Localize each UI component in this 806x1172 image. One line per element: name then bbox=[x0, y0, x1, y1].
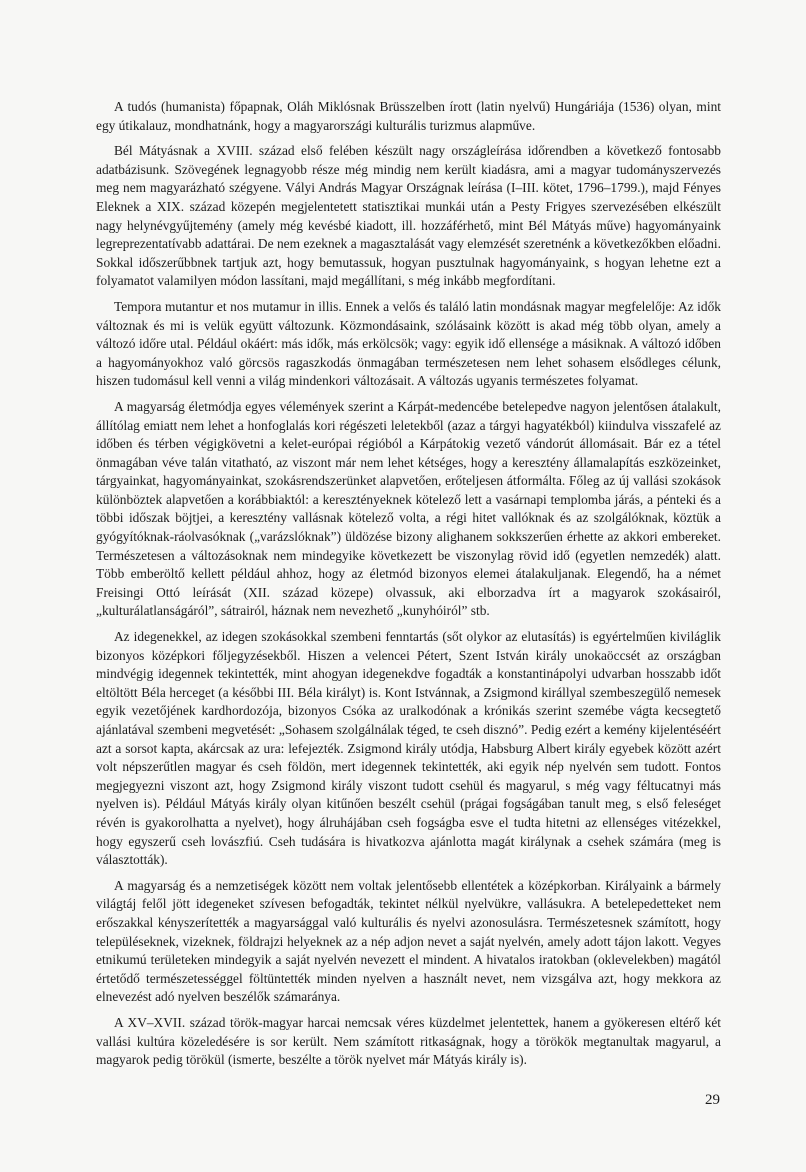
paragraph: A magyarság és a nemzetiségek között nem voltak jelentősebb ellentétek a középkorban. Királyaink a bármely világtáj felől jött idegeneket szívesen befogadták, tekintet nélkül nyelvükre, vallásukra. A betelepedetteket nem erőszakkal kényszerítették a magyarsággal való kulturális és nyelvi azonosulásra. Természetesnek számított, hogy településeknek, vizeknek, földrajzi helyeknek az a nép adjon nevet a saját nyelvén, amely adott tájon lakott. Vegyes etnikumú területeken mindegyik a saját nyelvén nevezett el mindent. A hivatalos iratokban (oklevelekben) magától értetődő természetességgel föltüntették minden nyelven a használt nevet, nem vizsgálva azt, hogy mekkora az elnevezést adó nyelven beszélők számaránya. bbox=[96, 877, 721, 1005]
page-number: 29 bbox=[705, 1092, 720, 1108]
body-text bbox=[96, 98, 721, 1077]
paragraph: A XV–XVII. század török-magyar harcai nemcsak véres küzdelmet jelentettek, hanem a gyökeresen eltérő két vallási kultúra közeledésére is sor került. Nem számított ritkaságnak, hogy a törökök megtanultak magyarul, a magyarok pedig törökül (ismerte, beszélte a török nyelvet már Mátyás király is). bbox=[96, 1014, 721, 1068]
paragraph: Az idegenekkel, az idegen szokásokkal szembeni fenntartás (sőt olykor az elutasítás) is egyértelműen kiviláglik bizonyos középkori főljegyzésekből. Hiszen a velencei Pétert, Szent István király unokaöccsét az országban mindvégig idegennek tekintették, mint ahogyan idegenekdve fogadták a konstantinápolyi udvarban hosszabb időt eltöltött Béla herceget (a későbbi III. Béla királyt) is. Kont Istvánnak, a Zsigmond királlyal szembeszegülő nemesek egyik vezetőjének kardhordozója, bizonyos Csóka az uralkodónak a krónikás szerint szemébe vágta kecsegtető ajánlatával szembeni megvetését: „Sohasem szolgálnálak téged, te cseh disznó”. Pedig ezért a kemény kijelentéséért azt a sorsot kapta, akárcsak az ura: lefejezték. Zsigmond király utódja, Habsburg Albert király egyebek között azért volt népszerűtlen magyar és cseh földön, mert idegennek tekintették, aki egyik nép nyelvén sem tudott. Fontos megjegyezni viszont azt, hogy Zsigmond király viszont tudott csehül és magyarul, s még vagy féltucatnyi más nyelven is). Például Mátyás király olyan kitűnően beszélt csehül (prágai fogságában tanult meg, s első feleséget révén is gyakorolhatta a nyelvet), hogy álruhájában cseh fogságba esve el tudta hitetni az ellenséges vitézekkel, hogy egyszerű cseh lovászfiú. Cseh tudására is hivatkozva ajánlotta magát királynak a csehek számára (meg is választották). bbox=[96, 629, 721, 868]
paragraph: Tempora mutantur et nos mutamur in illis. Ennek a velős és találó latin mondásnak magyar megfelelője: Az idők változnak és mi is velük együtt változunk. Közmondásaink, szólásaink között is akad még több olyan, amely a változó időre utal. Például okáért: más idők, más erkölcsök; vagy: egyik idő ellensége a másiknak. A változó időben a hagyományokhoz való görcsös ragaszkodás önmagában természetesen nem lehet sohasem elsődleges célunk, hiszen tudomásul kell venni a világ mindenkori változásait. A változás ugyanis természetes folyamat. bbox=[96, 298, 721, 389]
paragraph: A tudós (humanista) főpapnak, Oláh Miklósnak Brüsszelben írott (latin nyelvű) Hungáriája (1536) olyan, mint egy útikalauz, mondhatnánk, hogy a magyarországi kulturális turizmus alapműve. bbox=[96, 99, 721, 133]
paragraph: Bél Mátyásnak a XVIII. század első felében készült nagy országleírása időrendben a következő fontosabb adatbázisunk. Szövegének legnagyobb része még mindig nem került kiadásra, ami a magyar tudományszervezés meg nem magyarázható szégyene. Vályi András Magyar Országnak leírása (I–III. kötet, 1796–1799.), majd Fényes Eleknek a XIX. század közepén megjelentetett statisztikai munkái után a Pesty Frigyes szervezésében elkészült nagy helynévgyűjtemény (amely még kevésbé kiadott, ill. hozzáférhető, mint Bél Mátyás műve) hagyományaink legreprezentatívabb adattárai. De nem ezeknek a magasztalását vagy elemzését szeretnénk a következőkben előadni. Sokkal időszerűbbnek tartjuk azt, hogy bemutassuk, hogyan pusztulnak hagyományaink, s hogyan lehetne ezt a folyamatot valamilyen módon lassítani, majd megállítani, s még inkább megfordítani. bbox=[96, 143, 721, 289]
paragraph: A magyarság életmódja egyes vélemények szerint a Kárpát-medencébe betelepedve nagyon jelentősen átalakult, állítólag emiatt nem lehet a honfoglalás kori régészeti leletekből (azaz a tárgyi hagyatékból) kiindulva visszafelé az időben és térben végigkövetni a kelet-európai régióból a Kárpátokig vezető vándorút állomásait. Bár ez a tétel önmagában véve talán vitatható, az viszont már nem lehet kétséges, hogy a keresztény államalapítás eszközeinket, tárgyainkat, hagyományainkat, szokásrendszerünket alapvetően, erőteljesen átformálta. Főleg az új vallási szokások különböztek alapvetően a korábbiaktól: a keresztényeknek kötelező lett a vasárnapi templomba járás, a pénteki és a többi időszak böjtjei, a keresztény vallásnak kötelező volta, a régi hitet vallóknak és az szolgálóknak, köztük a gyógyítóknak-ráolvasóknak („varázslóknak”) üldözése bizony alighanem sokkszerűen érhette az akkori embereket. Természetesen a változásoknak nem mindegyike következett be viszonylag rövid idő (egyetlen nemzedék) alatt. Több emberöltő kellett például ahhoz, hogy az életmód bizonyos elemei átalakuljanak. Elegendő, ha a német Freisingi Ottó leírását (XII. század közepe) olvassuk, aki elborzadva írt a magyarok szokásairól, „kulturálatlanságáról”, sátrairól, háznak nem nevezhető „kunyhóiról” stb. bbox=[96, 398, 721, 619]
